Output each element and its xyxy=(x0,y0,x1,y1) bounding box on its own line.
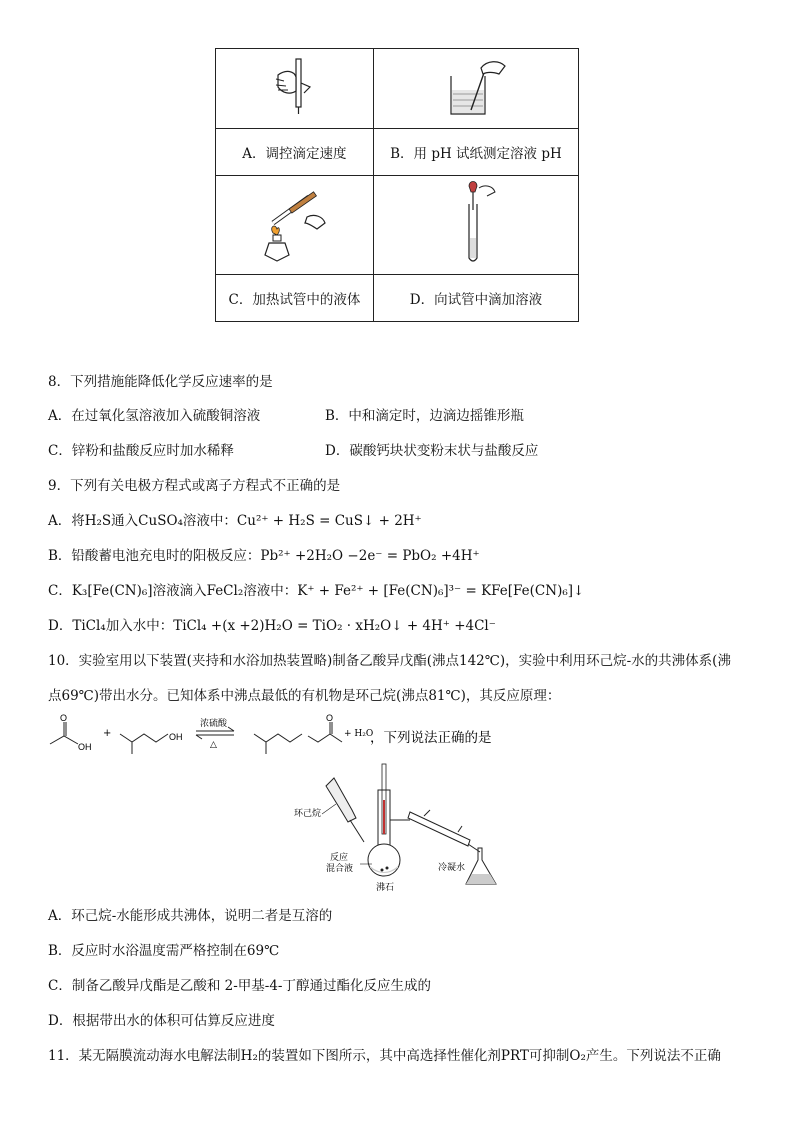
distillation-apparatus-figure xyxy=(290,760,500,892)
eq-condition-bottom: △ xyxy=(210,740,217,750)
q10-option-c: C．制备乙酸异戊酯是乙酸和 2-甲基-4-丁醇通过酯化反应生成的 xyxy=(48,978,431,994)
options-table xyxy=(215,48,579,322)
q10-option-a: A．环己烷-水能形成共沸体，说明二者是互溶的 xyxy=(48,908,333,924)
label-mixture-1: 反应 xyxy=(330,853,349,863)
q10-option-d: D．根据带出水的体积可估算反应进度 xyxy=(48,1013,275,1029)
ester-o-label: O xyxy=(326,714,334,723)
q9-option-d: D．TiCl₄加入水中：TiCl₄ +(x +2)H₂O = TiO₂ · xH₂O↓ + 4H⁺ +4Cl⁻ xyxy=(48,618,496,634)
q9-option-a: A．将H₂S通入CuSO₄溶液中：Cu²⁺ + H₂S = CuS↓ + 2H⁺ xyxy=(48,513,422,529)
eq-plus: + xyxy=(103,728,112,739)
option-d-label: D．向试管中滴加溶液 xyxy=(373,275,578,322)
image-cell-c xyxy=(216,176,374,275)
q10-option-b: B．反应时水浴温度需严格控制在69℃ xyxy=(48,943,280,959)
alcohol-oh-label: OH xyxy=(169,732,183,742)
option-b-label: B．用 pH 试纸测定溶液 pH xyxy=(373,129,578,176)
dropper-test-tube-icon xyxy=(451,180,501,266)
q9-stem: 9．下列有关电极方程式或离子方程式不正确的是 xyxy=(48,478,341,494)
reaction-equation xyxy=(48,714,508,758)
q10-stem-line1: 10．实验室用以下装置(夹持和水浴加热装置略)制备乙酸异戊酯(沸点142℃)，实验中利用环己烷-水的共沸体系(沸 xyxy=(48,653,731,669)
image-cell-d xyxy=(373,176,578,275)
ph-paper-beaker-icon xyxy=(441,56,511,118)
q11-stem: 11．某无隔膜流动海水电解法制H₂的装置如下图所示，其中高选择性催化剂PRT可抑制O₂产生。下列说法不正确 xyxy=(48,1048,721,1064)
eq-water: + H₂O xyxy=(344,729,374,739)
label-boiling-stone: 沸石 xyxy=(376,883,395,892)
label-mixture-2: 混合液 xyxy=(326,864,354,874)
heating-test-tube-icon xyxy=(259,183,329,263)
acid-o-label: O xyxy=(60,714,68,723)
option-c-label: C．加热试管中的液体 xyxy=(216,275,374,322)
option-a-label: A．调控滴定速度 xyxy=(216,129,374,176)
q8-option-b: B．中和滴定时，边滴边摇锥形瓶 xyxy=(325,408,524,424)
image-cell-b xyxy=(373,49,578,129)
q8-option-a: A．在过氧化氢溶液加入硫酸铜溶液 xyxy=(48,408,261,424)
label-cyclohexane: 环己烷 xyxy=(294,809,322,819)
label-cold-water: 冷凝水 xyxy=(438,863,466,873)
burette-hand-icon xyxy=(264,57,324,117)
q9-option-c: C．K₃[Fe(CN)₆]溶液滴入FeCl₂溶液中：K⁺ + Fe²⁺ + [Fe(CN)₆]³⁻ = KFe[Fe(CN)₆]↓ xyxy=(48,583,585,599)
acid-oh-label: OH xyxy=(78,742,92,752)
eq-condition-top: 浓硫酸 xyxy=(200,719,228,729)
q10-stem-line2: 点69℃)带出水分。已知体系中沸点最低的有机物是环己烷(沸点81℃)，其反应原理： xyxy=(48,688,561,704)
q9-option-b: B．铅酸蓄电池充电时的阳极反应：Pb²⁺ +2H₂O −2e⁻ = PbO₂ +4H⁺ xyxy=(48,548,480,564)
q10-stem-line3: ，下列说法正确的是 xyxy=(370,730,492,746)
image-cell-a xyxy=(216,49,374,129)
q8-option-d: D．碳酸钙块状变粉末状与盐酸反应 xyxy=(325,443,539,459)
q8-stem: 8．下列措施能降低化学反应速率的是 xyxy=(48,374,273,390)
q8-option-c: C．锌粉和盐酸反应时加水稀释 xyxy=(48,443,234,459)
